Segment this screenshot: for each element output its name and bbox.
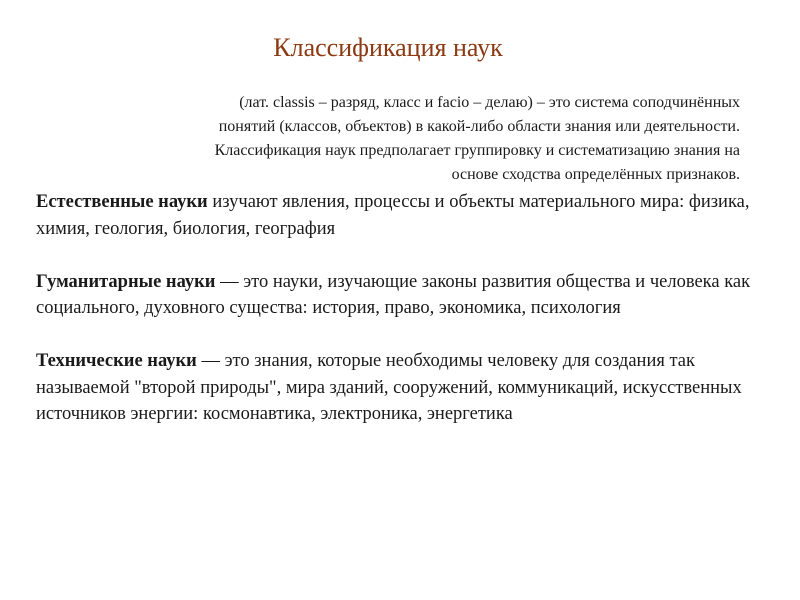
natural-sciences-paragraph [36,189,756,242]
intro-line: понятий (классов, объектов) в какой-либо области знания или деятельности. [218,118,740,135]
humanities-term: Гуманитарные науки [36,271,216,292]
intro-line: Классификация наук предполагает группировку и систематизацию знания на [214,142,740,159]
slide-title: Классификация наук [273,33,503,62]
sciences-list [36,189,756,454]
technical-sciences-text: — это знания, которые необходимы человеку для создания так называемой "второй природы", мира зданий, сооружений, коммуникаций, искусственных источников энергии: космонавтика, электроника, энергетика [36,351,742,424]
intro-definition [70,91,740,187]
technical-sciences-term: Технические науки [36,351,197,371]
humanities-paragraph [36,269,756,322]
humanities-text: — это науки, изучающие законы развития общества и человека как социального, духовного существа: история, право, экономика, психология [36,271,751,318]
natural-sciences-text: изучают явления, процессы и объекты материального мира: физика, химия, геология, биология, география [36,192,750,239]
intro-line: (лат. classis – разряд, класс и facio – делаю) – это система соподчинённых [239,94,740,111]
technical-sciences-paragraph [36,348,756,428]
intro-line: основе сходства определённых признаков. [451,166,740,183]
natural-sciences-term: Естественные науки [36,192,208,212]
